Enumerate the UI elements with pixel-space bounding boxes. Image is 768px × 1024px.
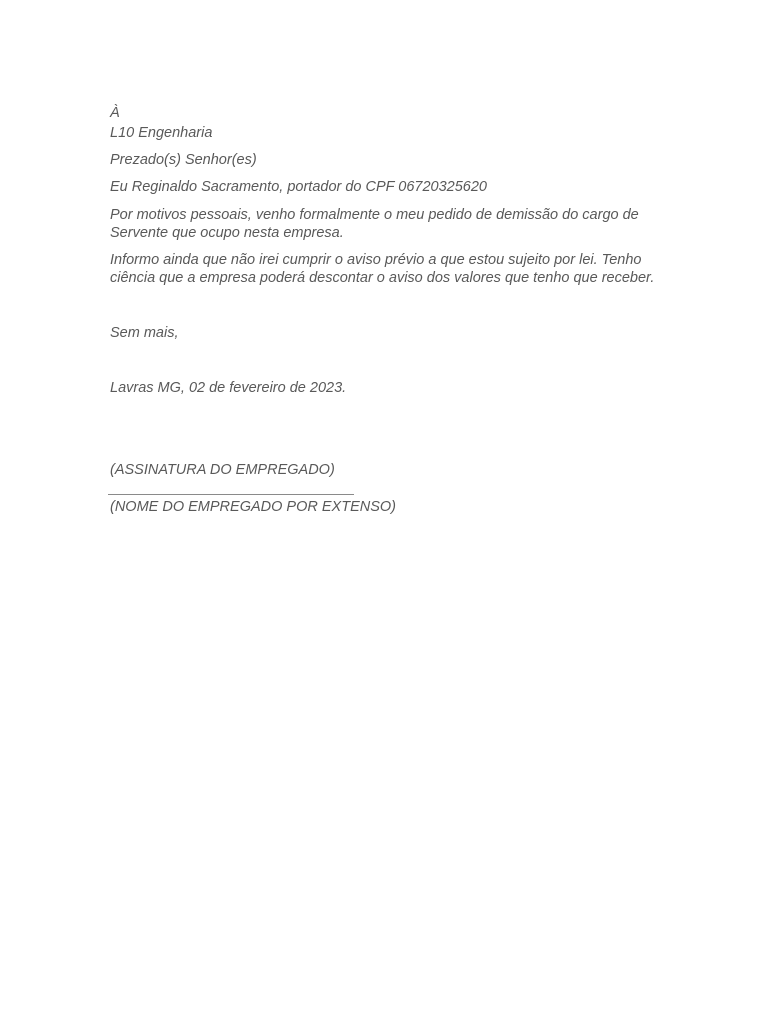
resignation-paragraph-line-1: Por motivos pessoais, venho formalmente o meu pedido de demissão do cargo de xyxy=(110,207,639,223)
notice-paragraph-line-1: Informo ainda que não irei cumprir o aviso prévio a que estou sujeito por lei. Tenho xyxy=(110,252,642,268)
resignation-paragraph-line-2: Servente que ocupo nesta empresa. xyxy=(110,225,344,241)
signature-line xyxy=(108,494,354,495)
employee-name-label: (NOME DO EMPREGADO POR EXTENSO) xyxy=(110,499,396,515)
recipient-company: L10 Engenharia xyxy=(110,125,213,141)
closing: Sem mais, xyxy=(110,325,179,341)
identification-line: Eu Reginaldo Sacramento, portador do CPF 06720325620 xyxy=(110,179,487,195)
signature-label: (ASSINATURA DO EMPREGADO) xyxy=(110,462,335,478)
greeting: Prezado(s) Senhor(es) xyxy=(110,152,257,168)
recipient-prefix: À xyxy=(110,105,120,121)
notice-paragraph-line-2: ciência que a empresa poderá descontar o aviso dos valores que tenho que receber. xyxy=(110,270,655,286)
place-date: Lavras MG, 02 de fevereiro de 2023. xyxy=(110,380,347,396)
